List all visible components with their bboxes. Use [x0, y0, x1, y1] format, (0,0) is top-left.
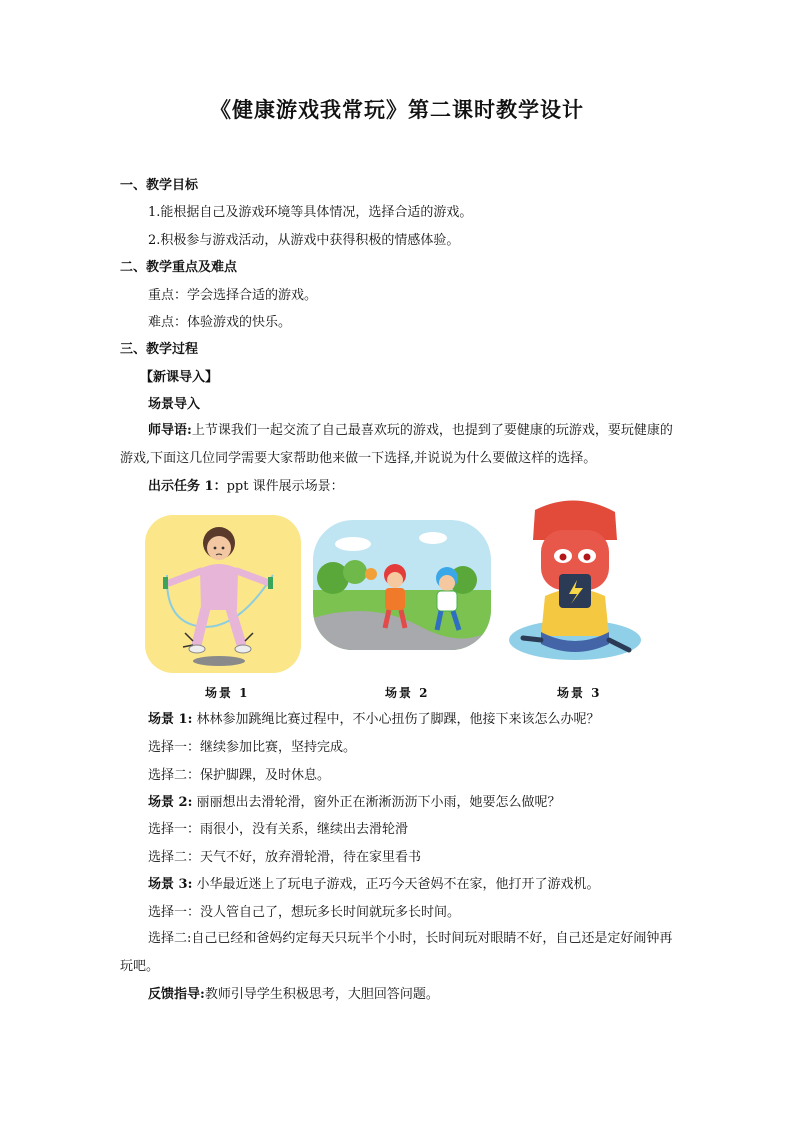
objective-item-1: 1.能根据自己及游戏环境等具体情况，选择合适的游戏。: [148, 205, 473, 220]
scenario-3-option-2: 选择二:自己已经和爸妈约定每天只玩半个小时，长时间玩对眼睛不好，自己还是定好闹钟再玩吧。: [120, 931, 673, 974]
feedback-line: [148, 985, 718, 1005]
scenario-3-label: 场景 3:: [148, 877, 193, 892]
scenario-2-option-1: 选择一：雨很小，没有关系，继续出去滑轮滑: [148, 822, 409, 837]
feedback-label: 反馈指导:: [148, 987, 205, 1002]
scenario-2-text: 丽丽想出去滑轮滑，窗外正在淅淅沥沥下小雨，她要怎么做呢？: [196, 795, 561, 810]
scenario-1-option-2: 选择二：保护脚踝，及时休息。: [148, 768, 331, 783]
scene-intro-heading: 场景导入: [148, 397, 201, 412]
scenario-2-label: 场景 2:: [148, 795, 193, 810]
scene-3-illustration: [505, 500, 645, 672]
scene-1-illustration: [145, 515, 301, 673]
scenario-1-label: 场景 1:: [148, 712, 193, 727]
feedback-text: 教师引导学生积极思考，大胆回答问题。: [204, 987, 439, 1002]
figure-caption-1: 场景 1: [205, 686, 250, 700]
key-point: 重点：学会选择合适的游戏。: [148, 288, 318, 303]
section-heading-objectives: 一、教学目标: [120, 178, 199, 193]
section-heading-process: 三、教学过程: [120, 342, 199, 357]
task-line: [148, 477, 718, 497]
scenario-1-text: 林林参加跳绳比赛过程中，不小心扭伤了脚踝，他接下来该怎么办呢？: [196, 712, 600, 727]
objective-item-2: 2.积极参与游戏活动，从游戏中获得积极的情感体验。: [148, 233, 460, 248]
scene-2-illustration: [313, 520, 491, 650]
scenario-1-line: [148, 710, 718, 730]
section-heading-keypoints: 二、教学重点及难点: [120, 260, 238, 275]
scenario-1-option-1: 选择一：继续参加比赛，坚持完成。: [148, 740, 357, 755]
task-label: 出示任务 1：: [148, 479, 227, 494]
page-title: 《健康游戏我常玩》第二课时教学设计: [210, 97, 584, 122]
teacher-label: 师导语:: [148, 423, 192, 438]
teacher-text: 上节课我们一起交流了自己最喜欢玩的游戏，也提到了要健康的玩游戏，要玩健康的游戏,下面这几位同学需要大家帮助他来做一下选择,并说说为什么要做这样的选择。: [120, 423, 673, 466]
scenario-3-option-1: 选择一：没人管自己了，想玩多长时间就玩多长时间。: [148, 905, 461, 920]
scenario-3-line: [148, 875, 718, 895]
figure-caption-2: 场景 2: [385, 686, 430, 700]
intro-heading: 【新课导入】: [140, 370, 219, 385]
scenario-3-text: 小华最近迷上了玩电子游戏，正巧今天爸妈不在家，他打开了游戏机。: [196, 877, 600, 892]
scenario-2-line: [148, 793, 718, 813]
figure-caption-3: 场景 3: [557, 686, 602, 700]
teacher-paragraph: [120, 417, 676, 473]
task-text: ppt 课件展示场景：: [226, 479, 344, 494]
scenario-2-option-2: 选择二：天气不好，放弃滑轮滑，待在家里看书: [148, 850, 422, 865]
difficult-point: 难点：体验游戏的快乐。: [148, 315, 292, 330]
